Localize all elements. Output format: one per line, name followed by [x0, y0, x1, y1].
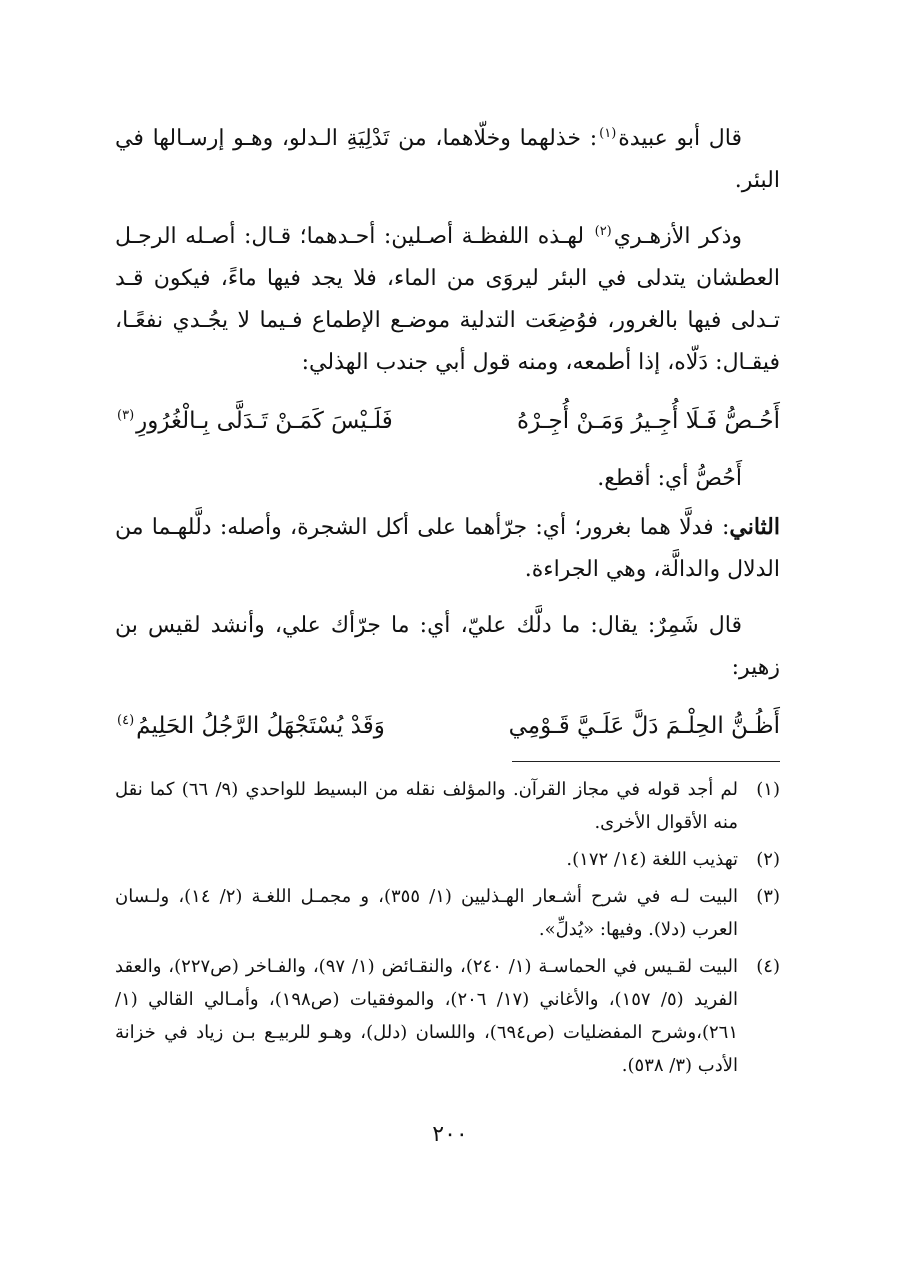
paragraph-azhari	[115, 216, 780, 384]
footnote-ref-2[interactable]: (٢)	[594, 223, 612, 239]
footnote-text: البيت لقـيس في الحماسـة (١/ ٢٤٠)، والنقـائض (١/ ٩٧)، والفـاخر (ص٢٢٧)، والعقد الفريد (٥/ ١٥٧)، والأغاني (١٧/ ٢٠٦)، والموفقيات (ص١٩٨)، وأمـالي القالي (١/ ٢٦١)،وشرح المفضليات (ص٦٩٤)، واللسان (دلل)، وهـو للربيـع بـن زياد في خزانة الأدب (٣/ ٥٣٨).	[115, 956, 738, 1076]
footnote-item	[115, 773, 780, 839]
paragraph-text: لهـذه اللفظـة أصـلين: أحـدهما؛ قـال: أصـله الرجـل العطشان يتدلى في البئر ليروَى من الماء، فلا يجد فيها ماءً، فيكون قـد تـدلى فيها بالغرور، فوُضِعَت التدلية موضـع الإطماع فـيما لا يجُـدي نفعًـا، فيقـال: دَلّاه، إذا أطمعه، ومنه قول أبي جندب الهذلي:	[115, 224, 780, 375]
paragraph-lead-word: الثاني	[729, 514, 780, 540]
footnotes	[115, 773, 780, 1086]
footnote-text: البيت لـه في شرح أشـعار الهـذليين (١/ ٣٥٥)، و مجمـل اللغـة (٢/ ١٤)، ولـسان العرب (دلا). وفيها: «يُدلِّ».	[115, 886, 738, 940]
verse-second-hemistich	[115, 398, 393, 444]
footnote-item	[115, 950, 780, 1082]
paragraph-second-meaning	[115, 506, 780, 591]
footnote-ref-1[interactable]: (١)	[599, 125, 617, 141]
verse-text: فَلَـيْسَ كَمَـنْ تَـدَلَّى بِـالْغُرُورِ	[136, 408, 393, 434]
paragraph-text: قال أبو عبيدة	[618, 126, 742, 151]
page-number: ٢٠٠	[432, 1122, 468, 1147]
verse-first-hemistich: أَظُـنُّ الحِلْـمَ دَلَّ عَلَـيَّ قَـوْمِي	[508, 713, 780, 739]
main-text	[115, 118, 780, 763]
verse-qays	[115, 703, 780, 749]
footnote-ref-3[interactable]: (٣)	[117, 408, 135, 424]
footnote-item	[115, 880, 780, 946]
verse-second-hemistich	[115, 703, 385, 749]
footnote-text: لم أجد قوله في مجاز القرآن. والمؤلف نقله من البسيط للواحدي (٩/ ٦٦) كما نقل منه الأقوال الأخرى.	[115, 779, 738, 833]
paragraph-text: : فدلَّا هما بغرور؛ أي: جرّأهما على أكل الشجرة، وأصله: دلَّلهـما من الدلال والدالَّة، وهي الجراءة.	[115, 515, 780, 582]
verse-text: وَقَدْ يُسْتَجْهَلُ الرَّجُلُ الحَلِيمُ	[136, 713, 385, 739]
footnote-number: (٤)	[756, 956, 780, 977]
footnote-ref-4[interactable]: (٤)	[117, 713, 135, 729]
paragraph-shamir: قال شَمِرٌ: يقال: ما دلَّك عليّ، أي: ما جرّأك علي، وأنشد لقيس بن زهير:	[115, 613, 780, 680]
verse-abu-jundab	[115, 398, 780, 444]
footnote-number: (٢)	[756, 849, 780, 870]
footnote-number: (١)	[756, 779, 780, 800]
paragraph-abu-ubayda	[115, 118, 780, 202]
footnote-text: تهذيب اللغة (١٤/ ١٧٢).	[566, 849, 738, 870]
verse-first-hemistich: أَحُـصُّ فَـلَا أُجِـيرُ وَمَـنْ أُجِـرْهُ	[517, 408, 780, 434]
footnote-separator	[512, 761, 780, 762]
footnote-number: (٣)	[756, 886, 780, 907]
footnote-item	[115, 843, 780, 876]
paragraph-text: : خذلهما وخلّاهما، من تَدْلِيَةِ الـدلو، وهـو إرسـالها في البئر.	[115, 126, 780, 193]
paragraph-ahussu: أَحُصُّ أي: أقطع.	[597, 466, 742, 491]
paragraph-text: وذكر الأزهـري	[613, 224, 742, 249]
